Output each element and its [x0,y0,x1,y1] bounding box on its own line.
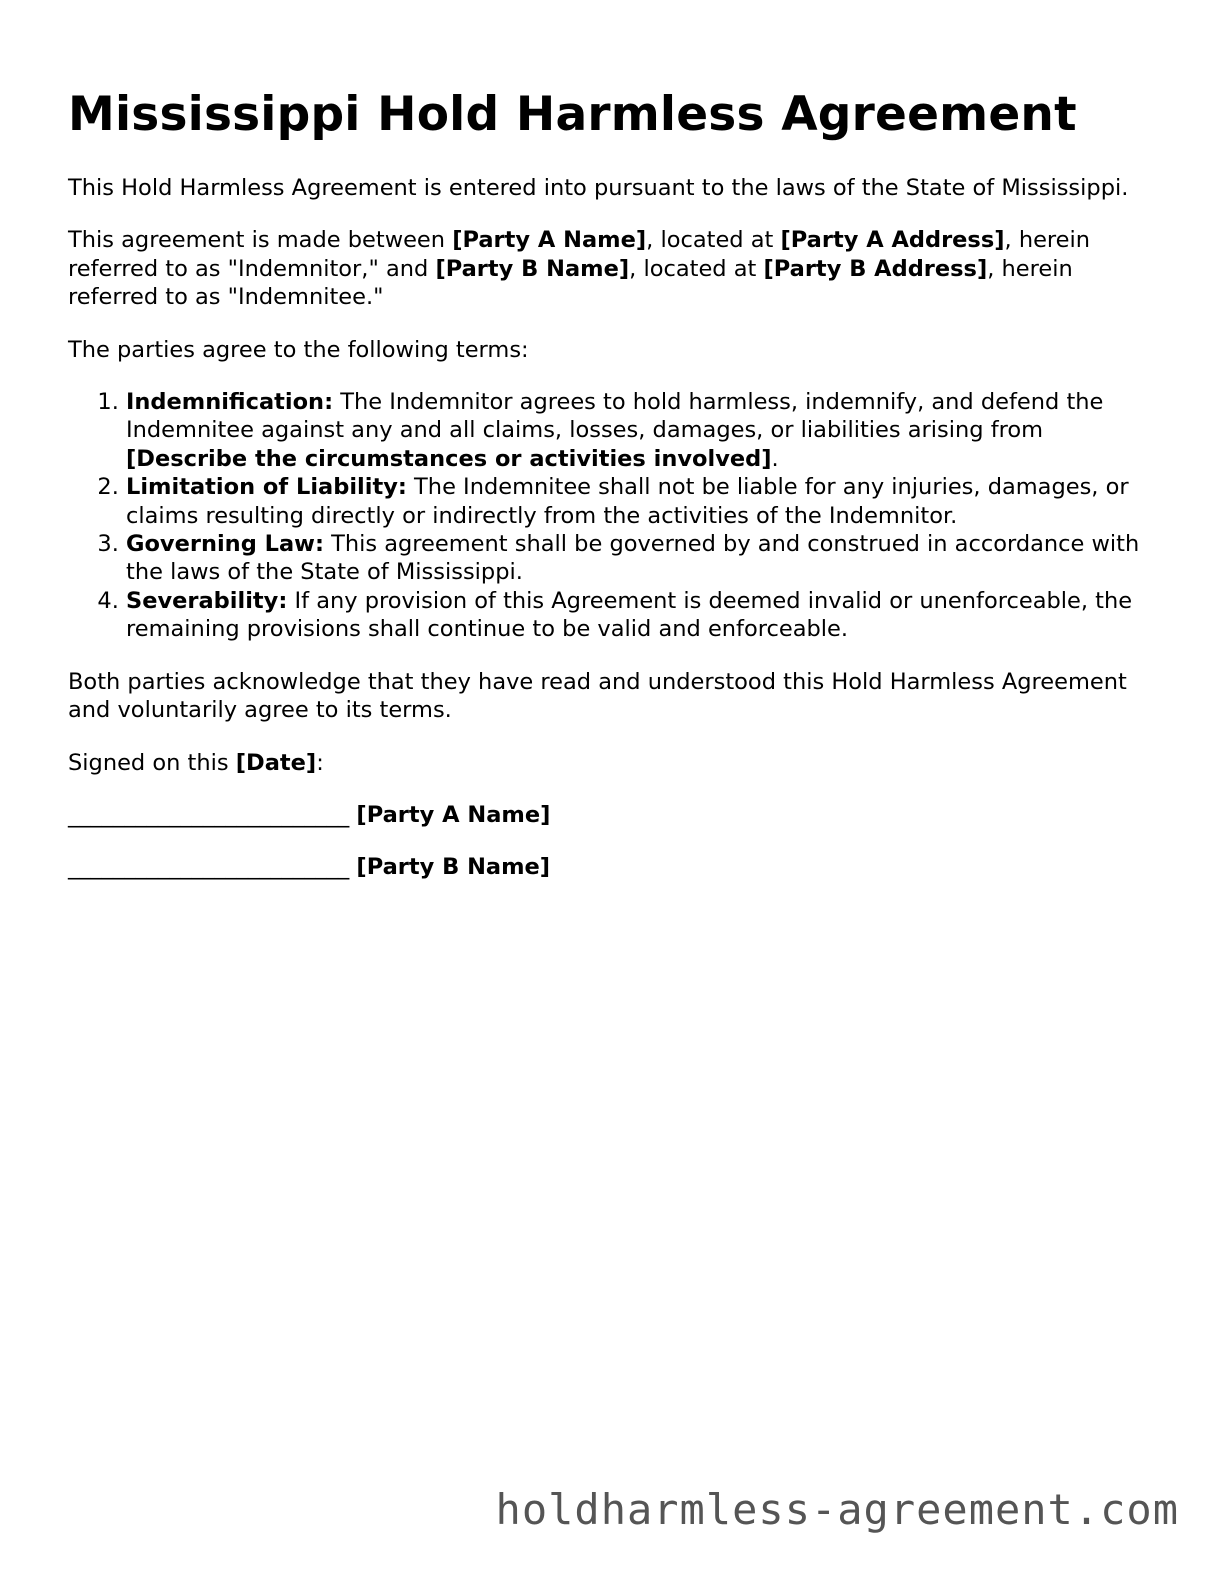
signed-suffix: : [316,749,324,776]
signature-blank: _________________________ [68,801,350,828]
date-placeholder: [Date] [235,749,317,776]
circumstances-placeholder: [Describe the circumstances or activities involved] [126,445,772,472]
signature-line-party-a [68,801,1158,829]
term-item-severability [126,587,1158,644]
acknowledgement-paragraph: Both parties acknowledge that they have read and understood this Hold Harmless Agreement and voluntarily agree to its terms. [68,668,1127,724]
parties-text: , located at [629,255,764,282]
party-b-name-placeholder: [Party B Name] [435,255,630,282]
signed-date-line [68,749,1158,777]
signature-blank: _________________________ [68,854,350,881]
document-page [68,84,1158,906]
term-item-governing-law [126,530,1158,587]
term-item-limitation-of-liability [126,473,1158,530]
term-text-end: . [771,445,779,472]
terms-list [68,388,1158,644]
parties-text: , herein referred to as "Indemnitor," and [68,227,1091,282]
term-label: Indemnification: [126,389,334,416]
intro-paragraph: This Hold Harmless Agreement is entered into pursuant to the laws of the State of Mississippi. [68,175,1129,201]
term-text: The Indemnitor agrees to hold harmless, indemnify, and defend the Indemnitee against any and all claims, losses, damages, or liabilities arising from [126,389,1104,444]
term-label: Limitation of Liability: [126,474,407,501]
term-text: This agreement shall be governed by and construed in accordance with the laws of the State of Mississippi. [126,531,1140,586]
footer-watermark: holdharmless-agreement.com [495,1485,1179,1534]
signature-name: [Party A Name] [356,801,551,828]
terms-intro: The parties agree to the following terms: [68,336,529,363]
party-a-address-placeholder: [Party A Address] [780,227,1005,254]
parties-paragraph [68,226,1158,311]
parties-text: This agreement is made between [68,227,453,254]
parties-text: , herein referred to as "Indemnitee." [68,255,1073,311]
parties-text: , located at [646,227,781,254]
term-label: Severability: [126,587,288,614]
term-label: Governing Law: [126,531,324,558]
signature-name: [Party B Name] [356,854,551,881]
term-item-indemnification [126,388,1158,473]
signed-prefix: Signed on this [68,749,236,776]
term-text: The Indemnitee shall not be liable for any injuries, damages, or claims resulting directly or indirectly from the activities of the Indemnitor. [126,474,1129,529]
party-b-address-placeholder: [Party B Address] [763,255,988,282]
signature-line-party-b [68,853,1158,881]
term-text: If any provision of this Agreement is deemed invalid or unenforceable, the remaining provisions shall continue to be valid and enforceable. [126,587,1133,643]
document-title: Mississippi Hold Harmless Agreement [68,87,1077,142]
party-a-name-placeholder: [Party A Name] [452,227,647,254]
